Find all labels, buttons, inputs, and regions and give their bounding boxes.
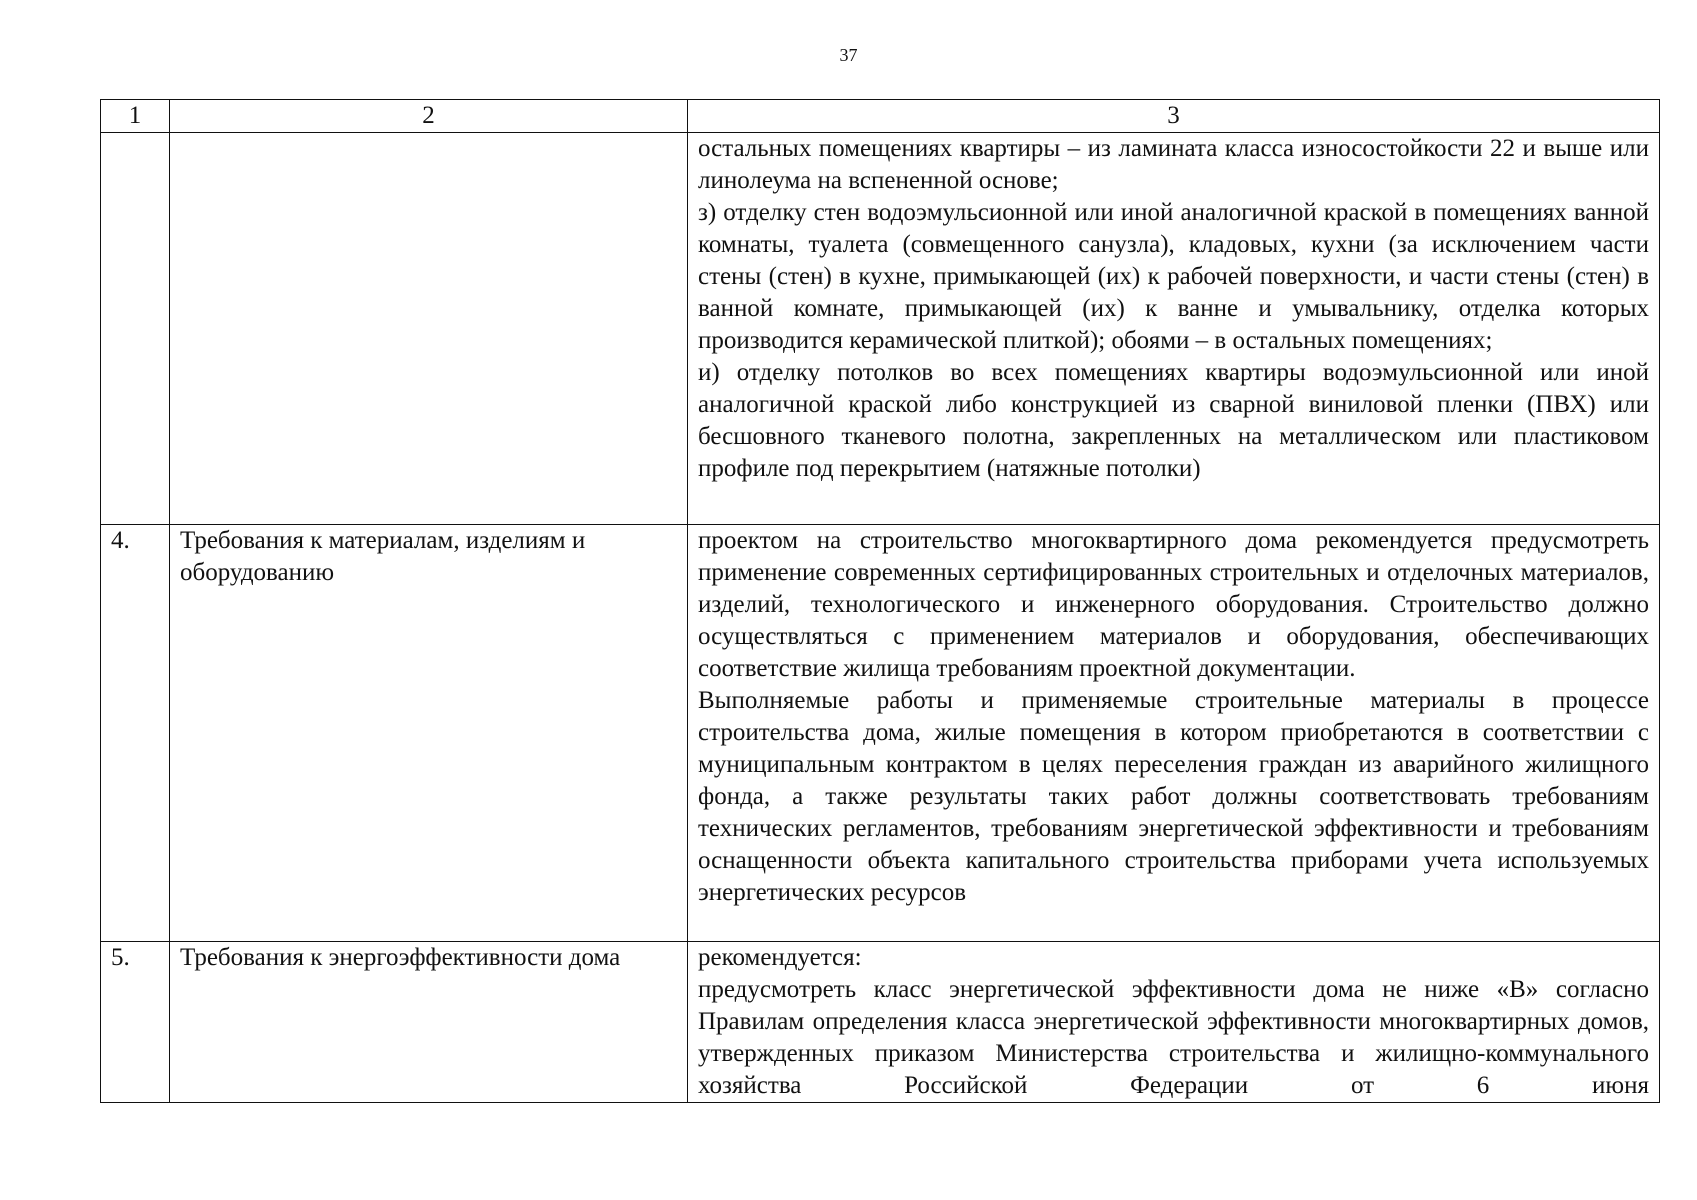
table-row	[101, 942, 1660, 1103]
row-label: Требования к энергоэффективности дома	[170, 942, 688, 1103]
header-cell-2: 2	[170, 100, 688, 133]
table-header-row	[101, 100, 1660, 133]
row-label	[170, 133, 688, 525]
table-row	[101, 133, 1660, 525]
row-number: 4.	[101, 525, 170, 942]
content-paragraph: и) отделку потолков во всех помещениях квартиры водоэмульсионной или иной аналогичной краской либо конструкцией из сварной виниловой пленки (ПВХ) или бесшовного тканевого полотна, закрепленных на металлическом или пластиковом профиле под перекрытием (натяжные потолки)	[698, 359, 1649, 482]
content-paragraph: остальных помещениях квартиры – из ламината класса износостойкости 22 и выше или линолеума на вспененной основе;	[698, 135, 1649, 194]
table-row	[101, 525, 1660, 942]
content-paragraph: проектом на строительство многоквартирного дома рекомендуется предусмотреть применение современных сертифицированных строительных и отделочных материалов, изделий, технологического и инженерного оборудования. Строительство должно осуществляться с применением материалов и оборудования, обеспечивающих соответствие жилища требованиям проектной документации.	[698, 527, 1649, 682]
row-content	[688, 942, 1660, 1103]
header-cell-1: 1	[101, 100, 170, 133]
row-content	[688, 133, 1660, 525]
page-number: 37	[839, 45, 858, 65]
content-paragraph: з) отделку стен водоэмульсионной или иной аналогичной краской в помещениях ванной комнаты, туалета (совмещенного санузла), кладовых, кухни (за исключением части стены (стен) в кухне, примыкающей (их) к рабочей поверхности, и части стены (стен) в ванной комнате, примыкающей (их) к ванне и умывальнику, отделка которых производится керамической плиткой); обоями – в остальных помещениях;	[698, 199, 1649, 354]
content-paragraph: предусмотреть класс энергетической эффективности дома не ниже «В» согласно Правилам определения класса энергетической эффективности многоквартирных домов, утвержденных приказом Министерства строительства и жилищно-коммунального хозяйства Российской Федерации от 6 июня	[698, 976, 1649, 1099]
row-number	[101, 133, 170, 525]
row-label: Требования к материалам, изделиям и оборудованию	[170, 525, 688, 942]
requirements-table	[100, 99, 1660, 1103]
content-paragraph: рекомендуется:	[698, 944, 862, 971]
header-cell-3: 3	[688, 100, 1660, 133]
row-content	[688, 525, 1660, 942]
row-number: 5.	[101, 942, 170, 1103]
content-paragraph: Выполняемые работы и применяемые строительные материалы в процессе строительства дома, жилые помещения в котором приобретаются в соответствии с муниципальным контрактом в целях переселения граждан из аварийного жилищного фонда, а также результаты таких работ должны соответствовать требованиям технических регламентов, требованиям энергетической эффективности и требованиям оснащенности объекта капитального строительства приборами учета используемых энергетических ресурсов	[698, 687, 1649, 906]
